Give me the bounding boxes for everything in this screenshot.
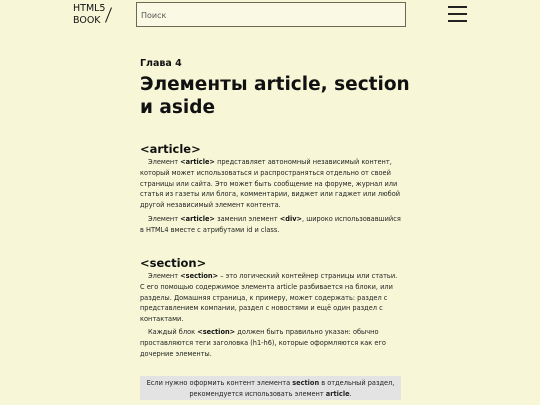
- code-tag: <article>: [180, 158, 215, 166]
- text: Элемент: [148, 215, 181, 223]
- logo-line1: HTML5: [73, 3, 106, 14]
- section-paragraph-2: [140, 327, 402, 359]
- search-box: [136, 2, 406, 27]
- text: должен быть правильно указан: обычно проставляются теги заголовка (h1-h6), которые оформляются как его дочерние элементы.: [140, 328, 386, 358]
- article-paragraph-1: [140, 157, 402, 211]
- code-tag: <div>: [279, 215, 303, 223]
- code-tag: <article>: [180, 215, 215, 223]
- logo-line2: BOOK: [73, 14, 101, 26]
- section-heading: <section>: [140, 256, 207, 270]
- page-title: [140, 73, 430, 119]
- bold-term: article: [325, 389, 350, 398]
- text: в отдельный раздел, рекомендуется использовать элемент: [189, 379, 395, 398]
- bold-term: section: [292, 379, 320, 387]
- page-title-line2: и aside: [140, 97, 216, 118]
- text: .: [349, 389, 352, 398]
- text: заменил элемент: [214, 215, 280, 223]
- info-note: [140, 376, 401, 400]
- text: Элемент: [148, 158, 181, 166]
- code-tag: <section>: [197, 328, 236, 336]
- chapter-label: Глава 4: [140, 58, 182, 69]
- site-logo[interactable]: [73, 3, 117, 29]
- page-title-line1: Элементы article, section: [140, 74, 410, 95]
- hamburger-menu-icon[interactable]: [448, 5, 467, 23]
- text: Элемент: [148, 272, 181, 280]
- text: представляет автономный независимый контент, который может использоваться и распространяться отдельно от своей страницы или сайта. Это может быть сообщение на форуме, журнал или статья из газеты или блога, комментарии, виджет или гаджет или любой другой независимый элемент контента.: [140, 158, 401, 210]
- article-paragraph-2: [140, 214, 402, 236]
- text: – это логический контейнер страницы или статьи. С его помощью содержимое элемента article разбивается на блоки, или разделы. Домашняя страница, к примеру, может содержать: раздел с представлением компании, раздел с новостями и ещё один раздел с контактами.: [140, 272, 398, 324]
- article-heading: <article>: [140, 142, 201, 156]
- text: , широко использовавшийся в HTML4 вместе с атрибутами id и class.: [140, 215, 401, 234]
- text: Каждый блок: [148, 328, 198, 336]
- site-header: [0, 0, 540, 30]
- text: Если нужно оформить контент элемента: [146, 379, 293, 387]
- code-tag: <section>: [180, 272, 219, 280]
- section-paragraph-1: [140, 271, 402, 325]
- search-input[interactable]: [137, 4, 405, 27]
